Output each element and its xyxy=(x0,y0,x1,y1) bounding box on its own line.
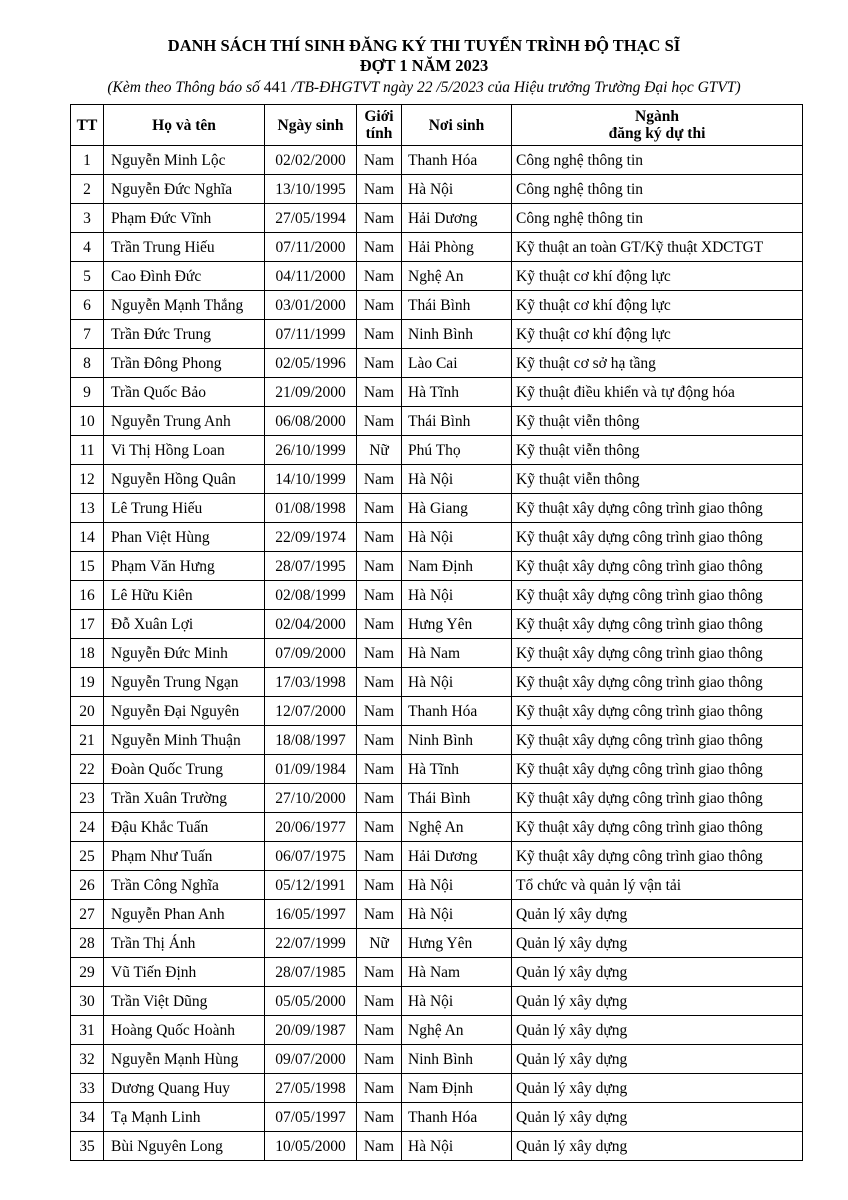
cell-place: Hà Nội xyxy=(402,175,512,204)
cell-dob: 07/05/1997 xyxy=(265,1103,357,1132)
cell-major: Công nghệ thông tin xyxy=(512,204,803,233)
document-title: DANH SÁCH THÍ SINH ĐĂNG KÝ THI TUYỂN TRÌNH ĐỘ THẠC SĨ xyxy=(167,36,681,55)
header-sex xyxy=(357,105,402,146)
cell-sex: Nam xyxy=(357,668,402,697)
table-row xyxy=(71,987,803,1016)
candidate-table xyxy=(70,104,803,1161)
cell-tt: 33 xyxy=(71,1074,104,1103)
cell-place: Hà Nam xyxy=(402,958,512,987)
cell-name: Nguyễn Minh Thuận xyxy=(104,726,265,755)
notice-reference xyxy=(0,78,848,98)
cell-sex: Nam xyxy=(357,146,402,175)
cell-dob: 07/11/2000 xyxy=(265,233,357,262)
table-row xyxy=(71,900,803,929)
table-row xyxy=(71,378,803,407)
cell-place: Hải Dương xyxy=(402,842,512,871)
cell-name: Nguyễn Đức Nghĩa xyxy=(104,175,265,204)
cell-major: Kỹ thuật xây dựng công trình giao thông xyxy=(512,813,803,842)
cell-tt: 25 xyxy=(71,842,104,871)
cell-name: Lê Trung Hiếu xyxy=(104,494,265,523)
cell-place: Hà Nội xyxy=(402,668,512,697)
cell-sex: Nam xyxy=(357,378,402,407)
cell-tt: 28 xyxy=(71,929,104,958)
cell-name: Trần Đức Trung xyxy=(104,320,265,349)
header-sex-line1: Giới xyxy=(364,108,394,125)
cell-name: Hoàng Quốc Hoành xyxy=(104,1016,265,1045)
cell-tt: 9 xyxy=(71,378,104,407)
cell-name: Nguyễn Mạnh Hùng xyxy=(104,1045,265,1074)
header-tt: TT xyxy=(71,105,104,146)
table-row xyxy=(71,291,803,320)
cell-major: Kỹ thuật xây dựng công trình giao thông xyxy=(512,494,803,523)
cell-dob: 16/05/1997 xyxy=(265,900,357,929)
cell-tt: 29 xyxy=(71,958,104,987)
cell-major: Quản lý xây dựng xyxy=(512,900,803,929)
cell-place: Hà Nội xyxy=(402,523,512,552)
cell-dob: 28/07/1985 xyxy=(265,958,357,987)
cell-name: Đỗ Xuân Lợi xyxy=(104,610,265,639)
cell-tt: 10 xyxy=(71,407,104,436)
cell-dob: 28/07/1995 xyxy=(265,552,357,581)
cell-sex: Nam xyxy=(357,1045,402,1074)
cell-place: Hà Tĩnh xyxy=(402,755,512,784)
cell-place: Nghệ An xyxy=(402,262,512,291)
cell-dob: 10/05/2000 xyxy=(265,1132,357,1161)
cell-name: Đậu Khắc Tuấn xyxy=(104,813,265,842)
cell-major: Kỹ thuật cơ khí động lực xyxy=(512,291,803,320)
cell-major: Công nghệ thông tin xyxy=(512,146,803,175)
cell-place: Nghệ An xyxy=(402,1016,512,1045)
cell-name: Nguyễn Mạnh Thắng xyxy=(104,291,265,320)
cell-sex: Nam xyxy=(357,726,402,755)
cell-dob: 02/04/2000 xyxy=(265,610,357,639)
cell-place: Hải Dương xyxy=(402,204,512,233)
cell-name: Nguyễn Minh Lộc xyxy=(104,146,265,175)
cell-tt: 6 xyxy=(71,291,104,320)
cell-name: Nguyễn Đại Nguyên xyxy=(104,697,265,726)
cell-tt: 13 xyxy=(71,494,104,523)
table-row xyxy=(71,958,803,987)
header-major-line2: đăng ký dự thi xyxy=(608,125,706,142)
cell-dob: 12/07/2000 xyxy=(265,697,357,726)
cell-major: Kỹ thuật cơ sở hạ tầng xyxy=(512,349,803,378)
cell-place: Hải Phòng xyxy=(402,233,512,262)
cell-name: Phạm Văn Hưng xyxy=(104,552,265,581)
cell-tt: 2 xyxy=(71,175,104,204)
table-row xyxy=(71,697,803,726)
cell-major: Kỹ thuật viễn thông xyxy=(512,407,803,436)
table-header-row xyxy=(71,105,803,146)
cell-sex: Nam xyxy=(357,349,402,378)
cell-tt: 20 xyxy=(71,697,104,726)
table-row xyxy=(71,1074,803,1103)
cell-tt: 16 xyxy=(71,581,104,610)
cell-dob: 06/08/2000 xyxy=(265,407,357,436)
cell-tt: 8 xyxy=(71,349,104,378)
cell-place: Hà Nội xyxy=(402,871,512,900)
table-row xyxy=(71,349,803,378)
notice-mid: /TB-ĐHGTVT ngày xyxy=(287,79,417,96)
header-place: Nơi sinh xyxy=(402,105,512,146)
cell-major: Kỹ thuật xây dựng công trình giao thông xyxy=(512,755,803,784)
table-row xyxy=(71,813,803,842)
cell-place: Ninh Bình xyxy=(402,1045,512,1074)
header-dob: Ngày sinh xyxy=(265,105,357,146)
cell-major: Kỹ thuật xây dựng công trình giao thông xyxy=(512,552,803,581)
cell-dob: 13/10/1995 xyxy=(265,175,357,204)
cell-sex: Nam xyxy=(357,291,402,320)
cell-dob: 09/07/2000 xyxy=(265,1045,357,1074)
cell-name: Vũ Tiến Định xyxy=(104,958,265,987)
table-row xyxy=(71,175,803,204)
cell-tt: 4 xyxy=(71,233,104,262)
cell-sex: Nam xyxy=(357,697,402,726)
cell-major: Kỹ thuật viễn thông xyxy=(512,465,803,494)
notice-suffix: /5/2023 của Hiệu trưởng Trường Đại học GTVT) xyxy=(432,79,741,96)
cell-major: Quản lý xây dựng xyxy=(512,929,803,958)
cell-dob: 05/05/2000 xyxy=(265,987,357,1016)
cell-place: Thái Bình xyxy=(402,784,512,813)
cell-major: Kỹ thuật cơ khí động lực xyxy=(512,262,803,291)
cell-major: Kỹ thuật xây dựng công trình giao thông xyxy=(512,581,803,610)
table-row xyxy=(71,407,803,436)
cell-dob: 26/10/1999 xyxy=(265,436,357,465)
cell-major: Quản lý xây dựng xyxy=(512,958,803,987)
cell-sex: Nam xyxy=(357,552,402,581)
cell-name: Trần Trung Hiếu xyxy=(104,233,265,262)
cell-place: Hưng Yên xyxy=(402,610,512,639)
table-row xyxy=(71,262,803,291)
table-row xyxy=(71,842,803,871)
cell-name: Phạm Đức Vĩnh xyxy=(104,204,265,233)
cell-tt: 11 xyxy=(71,436,104,465)
table-row xyxy=(71,523,803,552)
table-row xyxy=(71,1132,803,1161)
notice-day: 22 xyxy=(416,79,433,96)
table-row xyxy=(71,552,803,581)
cell-major: Kỹ thuật xây dựng công trình giao thông xyxy=(512,842,803,871)
cell-name: Nguyễn Hồng Quân xyxy=(104,465,265,494)
cell-tt: 7 xyxy=(71,320,104,349)
cell-place: Hà Nội xyxy=(402,987,512,1016)
cell-tt: 24 xyxy=(71,813,104,842)
cell-tt: 21 xyxy=(71,726,104,755)
cell-name: Nguyễn Phan Anh xyxy=(104,900,265,929)
table-row xyxy=(71,436,803,465)
cell-major: Quản lý xây dựng xyxy=(512,1016,803,1045)
cell-major: Kỹ thuật xây dựng công trình giao thông xyxy=(512,784,803,813)
notice-number: 441 xyxy=(263,79,288,96)
cell-place: Thanh Hóa xyxy=(402,697,512,726)
cell-dob: 22/09/1974 xyxy=(265,523,357,552)
table-row xyxy=(71,146,803,175)
cell-place: Lào Cai xyxy=(402,349,512,378)
cell-major: Kỹ thuật an toàn GT/Kỹ thuật XDCTGT xyxy=(512,233,803,262)
cell-tt: 18 xyxy=(71,639,104,668)
cell-tt: 15 xyxy=(71,552,104,581)
table-row xyxy=(71,639,803,668)
cell-dob: 14/10/1999 xyxy=(265,465,357,494)
cell-sex: Nam xyxy=(357,842,402,871)
table-row xyxy=(71,871,803,900)
table-body xyxy=(71,146,803,1161)
cell-major: Kỹ thuật cơ khí động lực xyxy=(512,320,803,349)
table-row xyxy=(71,204,803,233)
cell-sex: Nữ xyxy=(357,436,402,465)
cell-name: Phan Việt Hùng xyxy=(104,523,265,552)
cell-name: Nguyễn Trung Ngạn xyxy=(104,668,265,697)
cell-tt: 14 xyxy=(71,523,104,552)
table-row xyxy=(71,581,803,610)
cell-dob: 21/09/2000 xyxy=(265,378,357,407)
cell-place: Hà Nội xyxy=(402,581,512,610)
cell-dob: 02/05/1996 xyxy=(265,349,357,378)
cell-sex: Nam xyxy=(357,755,402,784)
cell-name: Trần Đông Phong xyxy=(104,349,265,378)
cell-place: Nam Định xyxy=(402,552,512,581)
cell-name: Trần Quốc Bảo xyxy=(104,378,265,407)
cell-dob: 20/06/1977 xyxy=(265,813,357,842)
cell-sex: Nam xyxy=(357,1074,402,1103)
cell-name: Bùi Nguyên Long xyxy=(104,1132,265,1161)
table-row xyxy=(71,610,803,639)
cell-sex: Nam xyxy=(357,233,402,262)
table-row xyxy=(71,1045,803,1074)
cell-dob: 01/08/1998 xyxy=(265,494,357,523)
cell-tt: 19 xyxy=(71,668,104,697)
cell-sex: Nam xyxy=(357,1103,402,1132)
cell-sex: Nam xyxy=(357,871,402,900)
cell-sex: Nam xyxy=(357,581,402,610)
cell-dob: 02/02/2000 xyxy=(265,146,357,175)
cell-major: Kỹ thuật điều khiển và tự động hóa xyxy=(512,378,803,407)
table-row xyxy=(71,320,803,349)
cell-name: Đoàn Quốc Trung xyxy=(104,755,265,784)
header-sex-line2: tính xyxy=(365,125,393,142)
cell-sex: Nam xyxy=(357,900,402,929)
cell-tt: 30 xyxy=(71,987,104,1016)
document-subtitle-round: ĐỢT 1 NĂM 2023 xyxy=(359,56,489,75)
cell-sex: Nam xyxy=(357,813,402,842)
cell-dob: 07/11/1999 xyxy=(265,320,357,349)
cell-place: Hà Giang xyxy=(402,494,512,523)
cell-tt: 12 xyxy=(71,465,104,494)
cell-sex: Nam xyxy=(357,610,402,639)
cell-sex: Nam xyxy=(357,320,402,349)
cell-place: Thái Bình xyxy=(402,407,512,436)
table-row xyxy=(71,668,803,697)
cell-major: Quản lý xây dựng xyxy=(512,1132,803,1161)
cell-tt: 1 xyxy=(71,146,104,175)
cell-tt: 22 xyxy=(71,755,104,784)
table-row xyxy=(71,755,803,784)
cell-major: Kỹ thuật viễn thông xyxy=(512,436,803,465)
cell-place: Hà Nội xyxy=(402,900,512,929)
cell-sex: Nam xyxy=(357,1132,402,1161)
cell-dob: 27/10/2000 xyxy=(265,784,357,813)
cell-name: Nguyễn Đức Minh xyxy=(104,639,265,668)
cell-tt: 5 xyxy=(71,262,104,291)
cell-dob: 07/09/2000 xyxy=(265,639,357,668)
cell-name: Vi Thị Hồng Loan xyxy=(104,436,265,465)
cell-major: Kỹ thuật xây dựng công trình giao thông xyxy=(512,726,803,755)
cell-major: Kỹ thuật xây dựng công trình giao thông xyxy=(512,697,803,726)
cell-name: Trần Xuân Trường xyxy=(104,784,265,813)
cell-major: Kỹ thuật xây dựng công trình giao thông xyxy=(512,523,803,552)
cell-major: Quản lý xây dựng xyxy=(512,1045,803,1074)
cell-major: Tổ chức và quản lý vận tải xyxy=(512,871,803,900)
cell-place: Phú Thọ xyxy=(402,436,512,465)
cell-sex: Nam xyxy=(357,262,402,291)
cell-sex: Nam xyxy=(357,204,402,233)
header-major-line1: Ngành xyxy=(635,108,679,125)
cell-dob: 06/07/1975 xyxy=(265,842,357,871)
cell-sex: Nam xyxy=(357,175,402,204)
cell-name: Dương Quang Huy xyxy=(104,1074,265,1103)
cell-sex: Nam xyxy=(357,958,402,987)
cell-major: Kỹ thuật xây dựng công trình giao thông xyxy=(512,668,803,697)
table-row xyxy=(71,726,803,755)
cell-sex: Nam xyxy=(357,407,402,436)
cell-major: Quản lý xây dựng xyxy=(512,987,803,1016)
cell-place: Thanh Hóa xyxy=(402,1103,512,1132)
cell-tt: 31 xyxy=(71,1016,104,1045)
cell-major: Kỹ thuật xây dựng công trình giao thông xyxy=(512,610,803,639)
cell-place: Hà Tĩnh xyxy=(402,378,512,407)
cell-tt: 27 xyxy=(71,900,104,929)
cell-name: Nguyễn Trung Anh xyxy=(104,407,265,436)
cell-dob: 22/07/1999 xyxy=(265,929,357,958)
cell-tt: 26 xyxy=(71,871,104,900)
table-row xyxy=(71,494,803,523)
cell-place: Hà Nội xyxy=(402,1132,512,1161)
cell-sex: Nam xyxy=(357,1016,402,1045)
cell-sex: Nam xyxy=(357,494,402,523)
cell-sex: Nam xyxy=(357,784,402,813)
cell-tt: 34 xyxy=(71,1103,104,1132)
cell-dob: 17/03/1998 xyxy=(265,668,357,697)
header-major xyxy=(512,105,803,146)
cell-dob: 05/12/1991 xyxy=(265,871,357,900)
cell-dob: 20/09/1987 xyxy=(265,1016,357,1045)
cell-major: Kỹ thuật xây dựng công trình giao thông xyxy=(512,639,803,668)
cell-dob: 27/05/1994 xyxy=(265,204,357,233)
cell-sex: Nữ xyxy=(357,929,402,958)
cell-tt: 23 xyxy=(71,784,104,813)
table-row xyxy=(71,1103,803,1132)
cell-major: Quản lý xây dựng xyxy=(512,1074,803,1103)
table-row xyxy=(71,929,803,958)
cell-dob: 02/08/1999 xyxy=(265,581,357,610)
cell-sex: Nam xyxy=(357,639,402,668)
cell-dob: 18/08/1997 xyxy=(265,726,357,755)
table-row xyxy=(71,465,803,494)
cell-sex: Nam xyxy=(357,987,402,1016)
cell-name: Lê Hữu Kiên xyxy=(104,581,265,610)
cell-tt: 32 xyxy=(71,1045,104,1074)
header-name: Họ và tên xyxy=(104,105,265,146)
notice-prefix: (Kèm theo Thông báo số xyxy=(107,79,264,96)
cell-tt: 3 xyxy=(71,204,104,233)
cell-place: Hưng Yên xyxy=(402,929,512,958)
cell-place: Hà Nam xyxy=(402,639,512,668)
cell-place: Thanh Hóa xyxy=(402,146,512,175)
cell-place: Hà Nội xyxy=(402,465,512,494)
cell-place: Ninh Bình xyxy=(402,726,512,755)
cell-major: Quản lý xây dựng xyxy=(512,1103,803,1132)
cell-name: Phạm Như Tuấn xyxy=(104,842,265,871)
cell-dob: 03/01/2000 xyxy=(265,291,357,320)
table-row xyxy=(71,233,803,262)
cell-sex: Nam xyxy=(357,523,402,552)
cell-sex: Nam xyxy=(357,465,402,494)
table-row xyxy=(71,1016,803,1045)
cell-place: Thái Bình xyxy=(402,291,512,320)
cell-name: Trần Công Nghĩa xyxy=(104,871,265,900)
cell-dob: 01/09/1984 xyxy=(265,755,357,784)
cell-name: Tạ Mạnh Linh xyxy=(104,1103,265,1132)
cell-tt: 35 xyxy=(71,1132,104,1161)
cell-name: Cao Đình Đức xyxy=(104,262,265,291)
cell-place: Ninh Bình xyxy=(402,320,512,349)
cell-name: Trần Việt Dũng xyxy=(104,987,265,1016)
cell-major: Công nghệ thông tin xyxy=(512,175,803,204)
cell-name: Trần Thị Ánh xyxy=(104,929,265,958)
cell-dob: 27/05/1998 xyxy=(265,1074,357,1103)
table-row xyxy=(71,784,803,813)
cell-place: Nghệ An xyxy=(402,813,512,842)
cell-dob: 04/11/2000 xyxy=(265,262,357,291)
cell-place: Nam Định xyxy=(402,1074,512,1103)
cell-tt: 17 xyxy=(71,610,104,639)
